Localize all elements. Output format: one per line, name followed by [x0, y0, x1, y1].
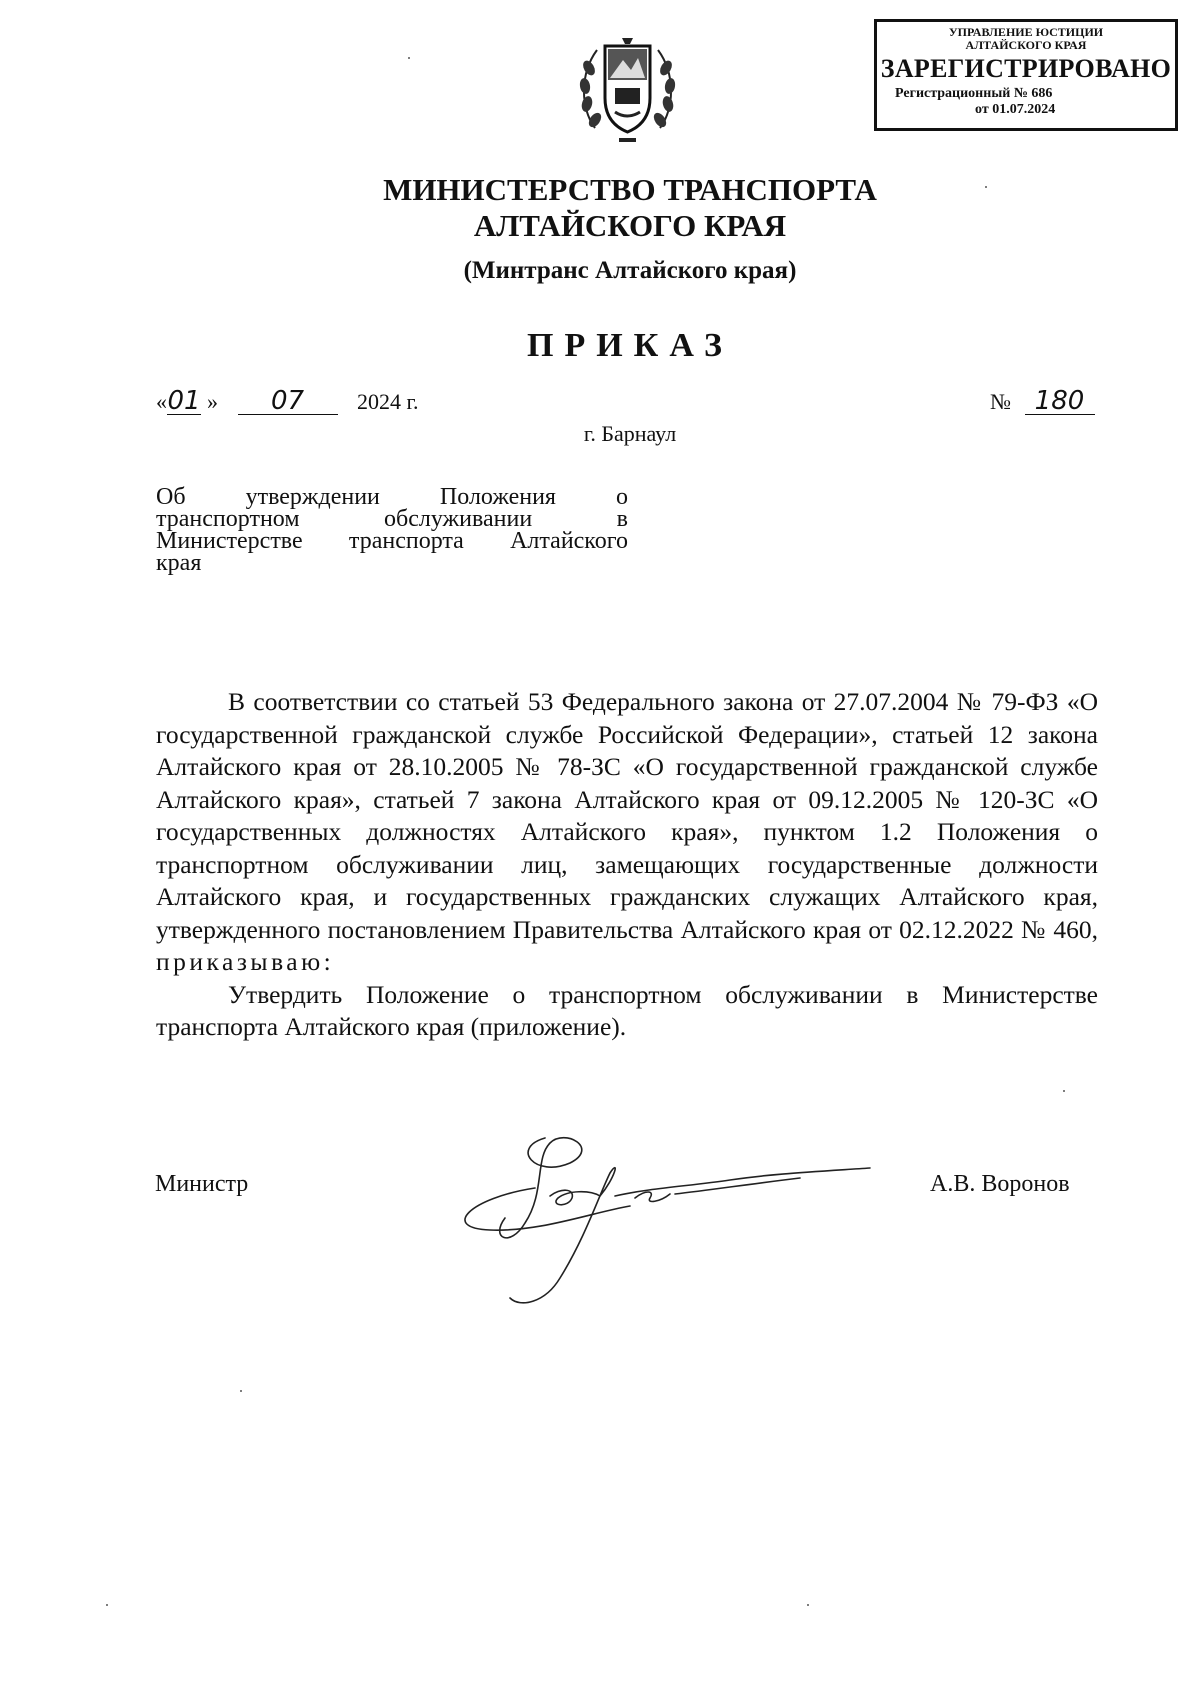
subject-word: Положения: [439, 484, 556, 510]
order-number: [990, 388, 1095, 415]
coat-of-arms-emblem: [575, 28, 680, 148]
scan-speck: [1063, 1090, 1065, 1092]
signatory-position: Министр: [155, 1171, 249, 1197]
subject-line1: [156, 486, 628, 508]
subject-word: утверждении: [245, 484, 380, 510]
stamp-reg-number: 686: [1031, 86, 1053, 101]
body-paragraph-2: Утвердить Положение о транспортном обслуживании в Министерстве транспорта Алтайского края (приложение).: [156, 979, 1098, 1041]
scan-speck: [985, 186, 987, 188]
subject-word: обслуживании: [384, 506, 533, 532]
stamp-date-label: от: [975, 102, 989, 117]
stamp-org-line1: УПРАВЛЕНИЕ ЮСТИЦИИ: [948, 25, 1104, 39]
subject-word: транспортном: [156, 506, 300, 532]
scan-speck: [408, 57, 410, 59]
order-number-value: 180: [1025, 388, 1095, 415]
signatory-name: А.В. Воронов: [930, 1171, 1070, 1197]
subject-line3: Министерстве транспорта Алтайского: [156, 528, 628, 554]
order-year: 2024 г.: [357, 389, 419, 414]
document-title: ПРИКАЗ: [527, 327, 733, 364]
order-subject: [156, 486, 628, 574]
city-of-issue: г. Барнаул: [583, 421, 677, 446]
stamp-org-line2: АЛТАЙСКОГО КРАЯ: [965, 38, 1087, 52]
quote-close: »: [207, 389, 218, 414]
order-word: приказываю:: [156, 947, 335, 976]
stamp-reg-line: [877, 86, 1175, 102]
stamp-reg-label: Регистрационный №: [895, 86, 1028, 101]
subject-word: Об: [156, 484, 186, 510]
order-body: [156, 686, 1098, 1044]
order-date: [156, 388, 419, 415]
ministry-name-line1: МИНИСТЕРСТВО ТРАНСПОРТА: [383, 172, 877, 207]
stamp-status: ЗАРЕГИСТРИРОВАНО: [880, 54, 1172, 83]
subject-line2: [156, 508, 628, 530]
handwritten-signature: [450, 1118, 890, 1318]
stamp-date-line: [877, 102, 1175, 118]
number-label: №: [990, 389, 1011, 414]
quote-open: «: [156, 389, 167, 414]
subject-word: о: [616, 484, 628, 510]
order-day: 01: [167, 386, 201, 416]
body-paragraph-1-text: В соответствии со статьей 53 Федерального закона от 27.07.2004 № 79-ФЗ «О государственной гражданской службе Российской Федерации», статьей 12 закона Алтайского края от 28.10.2005 № 78-ЗС «О государственной гражданской службе Алтайского края», статьей 7 закона Алтайского края от 09.12.2005 № 120-ЗС «О государственных должностях Алтайского края», пунктом 1.2 Положения о транспортном обслуживании лиц, замещающих государственные должности Алтайского края, и государственных гражданских служащих Алтайского края, утвержденного постановлением Правительства Алтайского края от 02.12.2022 № 460,: [156, 687, 1098, 944]
order-month: 07: [238, 388, 338, 415]
scan-speck: [240, 1390, 242, 1392]
registration-stamp: [874, 19, 1178, 131]
ministry-name-line2: АЛТАЙСКОГО КРАЯ: [473, 208, 787, 243]
subject-line4: края: [156, 550, 202, 576]
scan-speck: [807, 1604, 809, 1606]
body-paragraph-1: [156, 686, 1098, 979]
ministry-short-name: (Минтранс Алтайского края): [463, 257, 797, 284]
subject-word: в: [616, 506, 628, 532]
stamp-date: 01.07.2024: [992, 102, 1056, 117]
scan-speck: [106, 1604, 108, 1606]
